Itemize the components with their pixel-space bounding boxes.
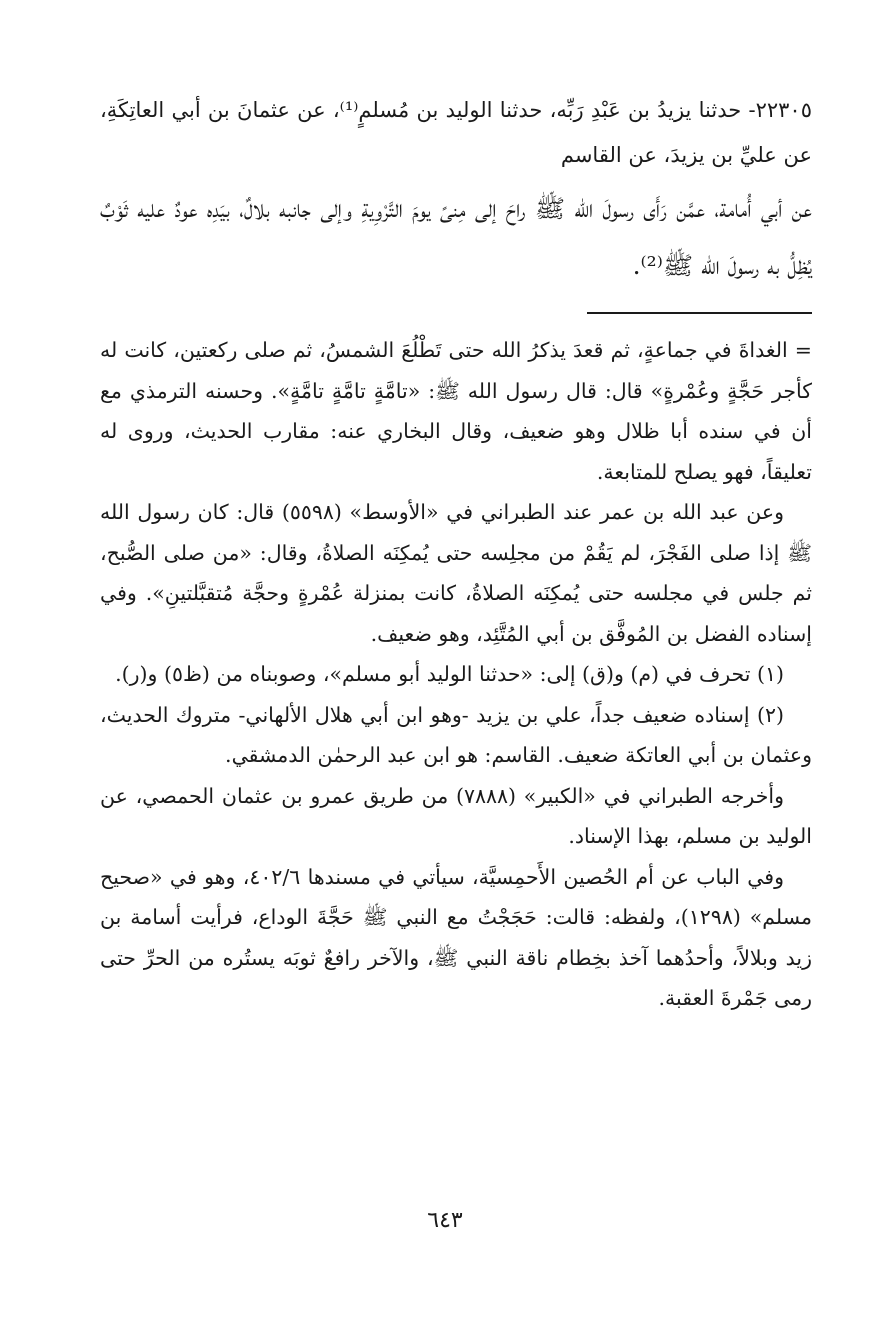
footnote-separator [587, 312, 812, 314]
footnote-1: (١) تحرف في (م) و(ق) إلى: «حدثنا الوليد أبو مسلم»، وصوبناه من (ظ٥) و(ر). [115, 662, 784, 686]
hadith-matn: عن أبي أُمامة، عمَّن رَأَى رسولَ الله ﷺ راحَ إلى مِنىً يومَ التَّرْوِيةِ وإلى جانبه بلالٌ، بيَدِه عودٌ عليه ثَوْبٌ يُظِلُّ به رسولَ الله ﷺ⁽²⁾. [100, 194, 812, 280]
footnote-paragraph: وفي الباب عن أم الحُصين الأَحمِسيَّة، سيأتي في مسندها ٤٠٢/٦، وهو في «صحيح مسلم» (١٢٩٨)، ولفظه: قالت: حَجَجْتُ مع النبي ﷺ حَجَّةَ الوداع، فرأيت أسامة بن زيد وبلالاً، وأحدُهما آخذ بخِطام ناقة النبي ﷺ، والآخر رافعٌ ثوبَه يستُره من الحرِّ حتى رمى جَمْرةَ العقبة. [100, 864, 812, 1010]
footnote-continuation: = الغداةَ في جماعةٍ، ثم قعدَ يذكرُ الله حتى تَطْلُعَ الشمسُ، ثم صلى ركعتين، كانت له كأجر حَجَّةٍ وعُمْرةٍ» قال: قال رسول الله ﷺ: «تامَّةٍ تامَّةٍ تامَّةٍ». وحسنه الترمذي مع أن في سنده أبا ظلال وهو ضعيف، وقال البخاري عنه: مقارب الحديث، وروى له تعليقاً، فهو يصلح للمتابعة. [100, 338, 812, 484]
page-body [100, 88, 812, 1019]
footnotes [100, 330, 812, 1019]
footnote-paragraph: وأخرجه الطبراني في «الكبير» (٧٨٨٨) من طريق عمرو بن عثمان الحمصي، عن الوليد بن مسلم، بهذا الإسناد. [100, 783, 812, 848]
footnote-2: (٢) إسناده ضعيف جداً، علي بن يزيد -وهو ابن أبي هلال الألهاني- متروك الحديث، وعثمان بن أبي العاتكة ضعيف. القاسم: هو ابن عبد الرحمٰن الدمشقي. [100, 702, 812, 767]
hadith-isnad: ٢٢٣٠٥- حدثنا يزيدُ بن عَبْدِ رَبِّه، حدثنا الوليد بن مُسلمٍ⁽¹⁾، عن عثمانَ بن أبي العاتِكَةِ، عن عليِّ بن يزيدَ، عن القاسم [100, 98, 812, 167]
page-number: ٦٤٣ [427, 1208, 463, 1233]
footnote-paragraph: وعن عبد الله بن عمر عند الطبراني في «الأوسط» (٥٥٩٨) قال: كان رسول الله ﷺ إذا صلى الفَجْرَ، لم يَقُمْ من مجلِسه حتى يُمكِنَه الصلاةُ، وقال: «من صلى الصُّبح، ثم جلس في مجلسه حتى يُمكِنَه الصلاةُ، كانت بمنزلة عُمْرةٍ وحجَّة مُتقبَّلتينِ». وفي إسناده الفضل بن المُوفَّق بن أبي المُتَّئِد، وهو ضعيف. [100, 500, 812, 646]
